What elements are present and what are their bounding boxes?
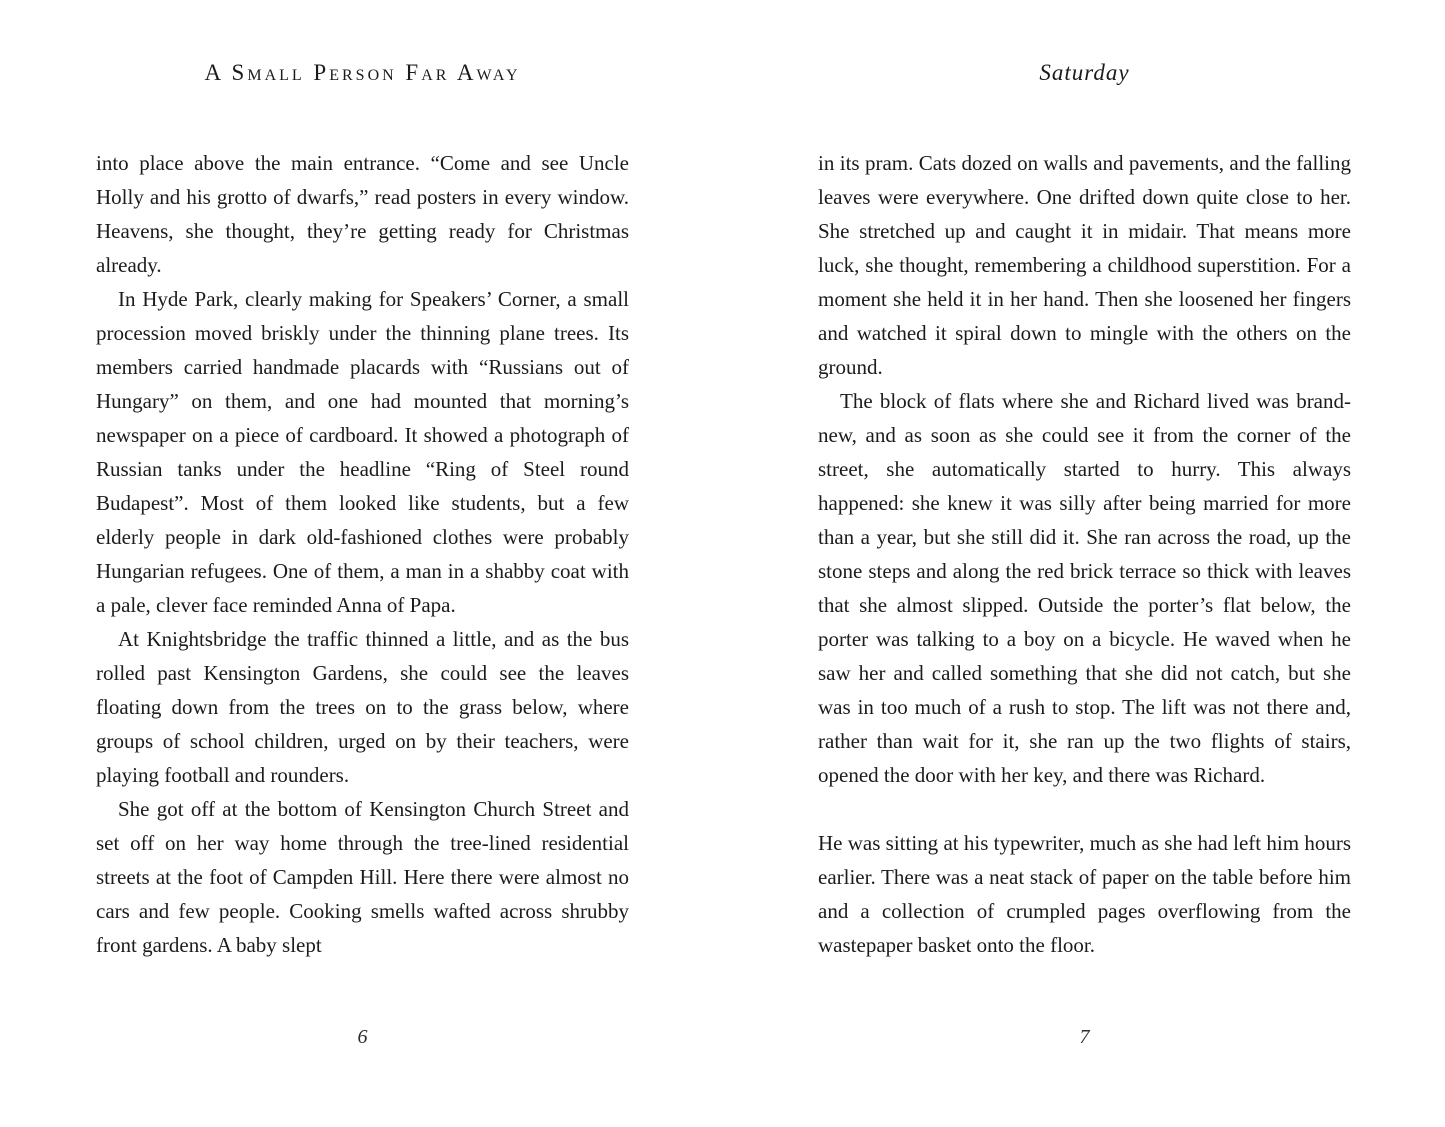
left-page-body	[96, 146, 629, 962]
right-page	[818, 0, 1351, 1127]
paragraph: She got off at the bottom of Kensington Church Street and set off on her way home through the tree-lined residential streets at the foot of Campden Hill. Here there were almost no cars and few people. Cooking smells wafted across shrubby front gardens. A baby slept	[96, 797, 629, 957]
left-running-header: A Small Person Far Away	[204, 60, 521, 85]
paragraph: The block of flats where she and Richard lived was brand-new, and as soon as she could see it from the corner of the street, she automatically started to hurry. This always happened: she knew it was silly after being married for more than a year, but she still did it. She ran across the road, up the stone steps and along the red brick terrace so thick with leaves that she almost slipped. Outside the porter’s flat below, the porter was talking to a boy on a bicycle. He waved when he saw her and called something that she did not catch, but she was in too much of a rush to stop. The lift was not there and, rather than wait for it, she ran up the two flights of stairs, opened the door with her key, and there was Richard.	[818, 389, 1351, 787]
right-running-header: Saturday	[1039, 60, 1130, 85]
paragraph: in its pram. Cats dozed on walls and pavements, and the falling leaves were everywhere. One drifted down quite close to her. She stretched up and caught it in midair. That means more luck, she thought, remembering a childhood superstition. For a moment she held it in her hand. Then she loosened her fingers and watched it spiral down to mingle with the others on the ground.	[818, 151, 1351, 379]
right-page-number: 7	[1079, 1026, 1090, 1048]
left-page-number: 6	[357, 1026, 368, 1048]
left-page	[96, 0, 629, 1127]
paragraph: In Hyde Park, clearly making for Speakers’ Corner, a small procession moved briskly under the thinning plane trees. Its members carried handmade placards with “Russians out of Hungary” on them, and one had mounted that morning’s newspaper on a piece of cardboard. It showed a photograph of Russian tanks under the headline “Ring of Steel round Budapest”. Most of them looked like students, but a few elderly people in dark old-fashioned clothes were probably Hungarian refugees. One of them, a man in a shabby coat with a pale, clever face reminded Anna of Papa.	[96, 287, 629, 617]
paragraph: into place above the main entrance. “Come and see Uncle Holly and his grotto of dwarfs,” read posters in every window. Heavens, she thought, they’re getting ready for Christmas already.	[96, 151, 629, 277]
right-page-body	[818, 146, 1351, 962]
paragraph: He was sitting at his typewriter, much as she had left him hours earlier. There was a neat stack of paper on the table before him and a collection of crumpled pages overflowing from the wastepaper basket onto the floor.	[818, 831, 1351, 957]
paragraph: At Knightsbridge the traffic thinned a little, and as the bus rolled past Kensington Gardens, she could see the leaves floating down from the trees on to the grass below, where groups of school children, urged on by their teachers, were playing football and rounders.	[96, 627, 629, 787]
